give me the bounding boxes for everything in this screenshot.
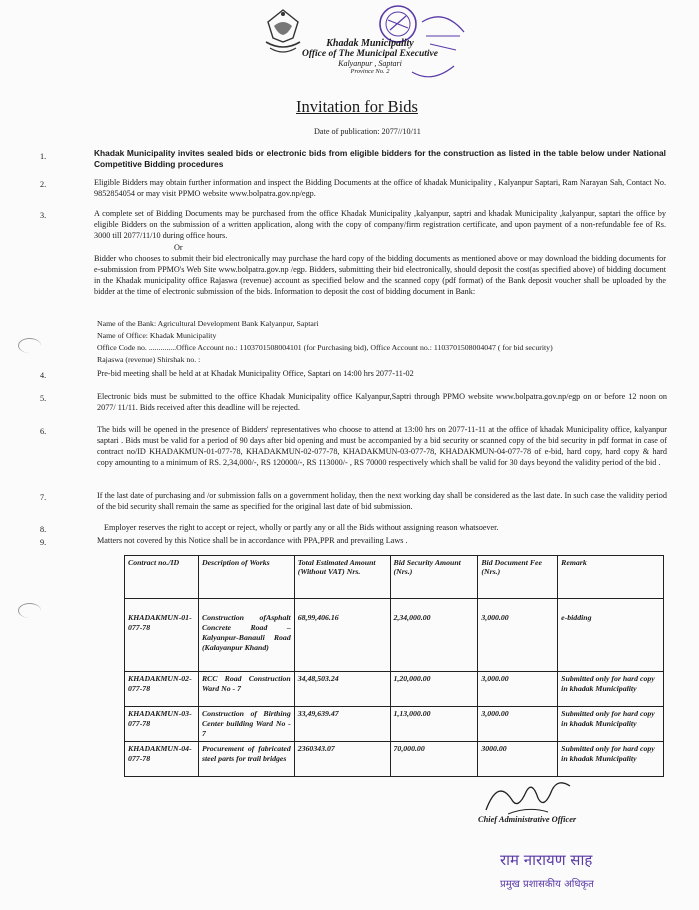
or-separator: Or: [174, 243, 183, 252]
cell-contract-id: KHADAKMUN-04-077-78: [125, 742, 199, 777]
paragraph-3-electronic: Bidder who chooses to submit their bid electronically may purchase the hard copy of the bidding documents as mentioned above or may download the bidding documents for e-submission from PPMO's Web Site www.bolpatra.gov.np /egp. Bidders, submitting their bid electronically, should deposit the cost(as specified above) of bidding document in the Khadak municipality office Rajaswa (revenue) account as specified below and the scanned copy (pdf format) of the Bank deposit voucher shall be uploaded by the bidder at the time of electronic submission of the bids. Information to deposit the cost of bidding document in Bank:: [94, 254, 666, 296]
office-province: Province No. 2: [350, 68, 390, 75]
paragraph-5: Electronic bids must be submitted to the office Khadak Municipality office Kalyanpur,Saptri through PPMO website www.bolpatra.gov.np/egp on or before 12 noon on 2077/ 11/11. Bids received after this deadline will be rejected.: [97, 392, 667, 412]
officer-name-nepali: राम नारायण साह: [500, 851, 593, 869]
cell-description: Construction of Birthing Center building Ward No - 7: [198, 707, 294, 742]
cell-document-fee: 3,000.00: [478, 672, 558, 707]
bank-office-name: Name of Office: Khadak Municipality: [97, 331, 217, 340]
table-header-row: [125, 556, 664, 599]
col-header-remark: Remark: [558, 556, 664, 599]
table-row: [125, 707, 664, 742]
document-title: Invitation for Bids: [296, 97, 418, 116]
cell-bid-security: 1,13,000.00: [390, 707, 478, 742]
office-place: Kalyanpur , Saptari: [338, 59, 402, 68]
col-header-description: Description of Works: [198, 556, 294, 599]
table-row: [125, 599, 664, 672]
cell-description: RCC Road Construction Ward No - 7: [198, 672, 294, 707]
cell-contract-id: KHADAKMUN-01-077-78: [125, 599, 199, 672]
table-row: [125, 672, 664, 707]
officer-title: Chief Administrative Officer: [478, 815, 577, 824]
cell-description: Construction ofAsphalt Concrete Road – Kalyanpur-Banauli Road (Kalayanpur Khand): [198, 599, 294, 672]
paragraph-1: Khadak Municipality invites sealed bids or electronic bids from eligible bidders for the construction as listed in the table below under National Competitive Bidding procedures: [94, 148, 666, 169]
cell-remark: Submitted only for hard copy in khadak Municipality: [558, 742, 664, 777]
bank-rajaswa: Rajaswa (revenue) Shirshak no. :: [97, 355, 201, 364]
cell-remark: Submitted only for hard copy in khadak Municipality: [558, 707, 664, 742]
cell-remark: Submitted only for hard copy in khadak Municipality: [558, 672, 664, 707]
col-header-bid-security: Bid Security Amount (Nrs.): [390, 556, 478, 599]
scan-mark: [18, 338, 41, 353]
cell-bid-security: 2,34,000.00: [390, 599, 478, 672]
paragraph-number: 1.: [40, 152, 47, 161]
col-header-contract-id: Contract no./ID: [125, 556, 199, 599]
office-name: Office of The Municipal Executive: [302, 49, 438, 59]
scan-mark: [18, 603, 41, 618]
officer-title-nepali: प्रमुख प्रशासकीय अधिकृत: [500, 879, 594, 890]
cell-total-amount: 33,49,639.47: [294, 707, 390, 742]
cell-bid-security: 1,20,000.00: [390, 672, 478, 707]
cell-total-amount: 2360343.07: [294, 742, 390, 777]
paragraph-7: If the last date of purchasing and /or submission falls on a government holiday, then the next working day shall be considered as the last date. In such case the validity period of the bid security shall remain the same as specified for the original last date of bid submission.: [97, 491, 667, 511]
paragraph-number: 6.: [40, 427, 47, 436]
paragraph-4: Pre-bid meeting shall be held at at Khadak Municipality Office, Saptari on 14:00 hrs 2077-11-02: [97, 369, 414, 378]
municipality-name: Khadak Municipality: [326, 38, 414, 49]
cell-document-fee: 3,000.00: [478, 707, 558, 742]
contracts-table: [124, 555, 664, 777]
cell-contract-id: KHADAKMUN-03-077-78: [125, 707, 199, 742]
paragraph-number: 8.: [40, 525, 47, 534]
handwritten-signature: [478, 770, 578, 818]
paragraph-number: 2.: [40, 180, 47, 189]
col-header-total-amount: Total Estimated Amount (Without VAT) Nrs.: [294, 556, 390, 599]
cell-contract-id: KHADAKMUN-02-077-78: [125, 672, 199, 707]
cell-total-amount: 68,99,406.16: [294, 599, 390, 672]
paragraph-3: A complete set of Bidding Documents may be purchased from the office Khadak Municipality ,kalyanpur, saptri and khadak Municipality ,kalyanpur, saptari the office by eligible Bidders on the submission of a written application, along with the copy of company/firm registration certificate, and upon payment of a non-refundable fee of Rs. 3000 till 2077/11/10 during office hours.: [94, 209, 666, 240]
cell-document-fee: 3000.00: [478, 742, 558, 777]
cell-document-fee: 3,000.00: [478, 599, 558, 672]
paragraph-number: 9.: [40, 538, 47, 547]
table-row: [125, 742, 664, 777]
paragraph-9: Matters not covered by this Notice shall be in accordance with PPA,PPR and prevailing Laws .: [97, 536, 408, 545]
paragraph-8: Employer reserves the right to accept or reject, wholly or partly any or all the Bids without assigning reason whatsoever.: [104, 523, 499, 532]
cell-total-amount: 34,48,503.24: [294, 672, 390, 707]
paragraph-number: 5.: [40, 394, 47, 403]
cell-bid-security: 70,000.00: [390, 742, 478, 777]
bank-name: Name of the Bank: Agricultural Development Bank Kalyanpur, Saptari: [97, 319, 319, 328]
paragraph-number: 7.: [40, 493, 47, 502]
publication-date: Date of publication: 2077//10/11: [314, 127, 421, 136]
paragraph-number: 4.: [40, 371, 47, 380]
paragraph-number: 3.: [40, 211, 47, 220]
paragraph-2: Eligible Bidders may obtain further information and inspect the Bidding Documents at the office of khadak Municipality , Kalyanpur Saptari, Ram Narayan Sah, Contact No. 9852854054 or may visit PPMO website www.bolpatra.gov.np/egp.: [94, 178, 666, 198]
paragraph-6: The bids will be opened in the presence of Bidders' representatives who choose to attend at 13:00 hrs on 2077-11-11 at the office of khadak Municipality office, kalyanpur saptari . Bids must be valid for a period of 90 days after bid opening and must be accompanied by a bid security or scanned copy of the bid security in pdf format in case of contract no/ID KHADAKMUN-01-077-78, KHADAKMUN-02-077-78, KHADAKMUN-03-077-78, KHADAKMUN-04-077-78 of e-bid, hard copy, hard copy & hard copy amounting to a minimum of RS. 2,34,000/-, RS 120000/-, RS 113000/- , RS 70000 respectively which shall be valid for 30 days beyond the validity period of the bid .: [97, 425, 667, 467]
bank-account-codes: Office Code no. ..............Office Account no.: 1103701508004101 (for Purchasing bid), Office Account no.: 1103701508004047 ( for bid security): [97, 343, 553, 352]
cell-description: Procurement of fabricated steel parts for trail bridges: [198, 742, 294, 777]
cell-remark: e-bidding: [558, 599, 664, 672]
col-header-document-fee: Bid Document Fee (Nrs.): [478, 556, 558, 599]
letterhead: [290, 38, 450, 75]
